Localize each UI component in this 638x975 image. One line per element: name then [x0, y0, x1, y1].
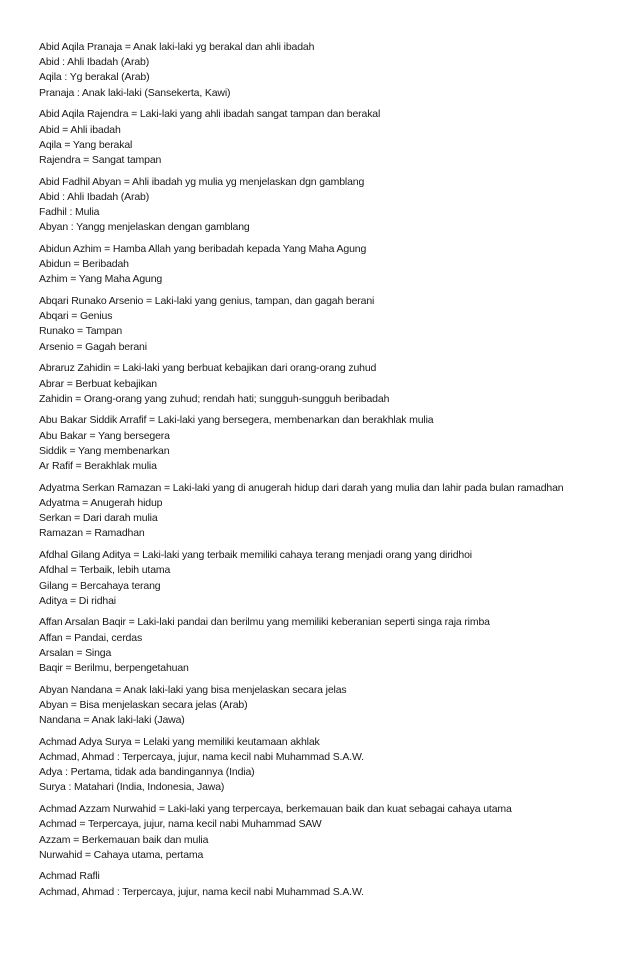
entry-heading-line: Abraruz Zahidin = Laki-laki yang berbuat kebajikan dari orang-orang zuhud — [39, 362, 377, 375]
entry-meaning-line: Azhim = Yang Maha Agung — [39, 273, 163, 286]
entry-meaning-line: Nandana = Anak laki-laki (Jawa) — [39, 714, 185, 727]
entry-meaning-line: Abyan : Yangg menjelaskan dengan gamblang — [39, 221, 250, 234]
entry-heading-line: Abid Aqila Rajendra = Laki-laki yang ahli ibadah sangat tampan dan berakal — [39, 108, 381, 121]
document-body — [39, 40, 631, 906]
entry-meaning-line: Abid = Ahli ibadah — [39, 123, 121, 136]
entry-meaning-line: Abidun = Beribadah — [39, 258, 129, 271]
entry-meaning-line: Pranaja : Anak laki-laki (Sansekerta, Kawi) — [39, 86, 231, 99]
name-entry — [39, 735, 631, 796]
entry-meaning-line: Achmad = Terpercaya, jujur, nama kecil nabi Muhammad SAW — [39, 818, 322, 831]
entry-meaning-line: Aqila = Yang berakal — [39, 138, 133, 151]
name-entry — [39, 869, 631, 899]
entry-meaning-line: Surya : Matahari (India, Indonesia, Jawa) — [39, 781, 225, 794]
name-entry — [39, 107, 631, 168]
entry-heading-line: Abyan Nandana = Anak laki-laki yang bisa menjelaskan secara jelas — [39, 683, 347, 696]
entry-meaning-line: Azzam = Berkemauan baik dan mulia — [39, 833, 209, 846]
entry-heading-line: Achmad Adya Surya = Lelaki yang memiliki keutamaan akhlak — [39, 735, 320, 748]
entry-meaning-line: Ar Rafif = Berakhlak mulia — [39, 460, 157, 473]
entry-heading-line: Affan Arsalan Baqir = Laki-laki pandai dan berilmu yang memiliki keberanian seperti singa raja rimba — [39, 616, 490, 629]
entry-heading-line: Adyatma Serkan Ramazan = Laki-laki yang di anugerah hidup dari darah yang mulia dan lahir pada bulan ramadhan — [39, 481, 564, 494]
name-entry — [39, 802, 631, 863]
entry-heading-line: Achmad Rafli — [39, 870, 100, 883]
entry-meaning-line: Arsenio = Gagah berani — [39, 340, 147, 353]
entry-meaning-line: Fadhil : Mulia — [39, 206, 100, 219]
entry-meaning-line: Abyan = Bisa menjelaskan secara jelas (Arab) — [39, 698, 248, 711]
name-entry — [39, 294, 631, 355]
entry-heading-line: Achmad Azzam Nurwahid = Laki-laki yang terpercaya, berkemauan baik dan kuat sebagai cahaya utama — [39, 803, 512, 816]
entry-meaning-line: Zahidin = Orang-orang yang zuhud; rendah hati; sungguh-sungguh beribadah — [39, 392, 390, 405]
entry-meaning-line: Ramazan = Ramadhan — [39, 527, 145, 540]
entry-meaning-line: Affan = Pandai, cerdas — [39, 631, 143, 644]
entry-meaning-line: Arsalan = Singa — [39, 646, 112, 659]
name-entry — [39, 548, 631, 609]
entry-heading-line: Abu Bakar Siddik Arrafif = Laki-laki yang bersegera, membenarkan dan berakhlak mulia — [39, 414, 434, 427]
entry-meaning-line: Aditya = Di ridhai — [39, 594, 116, 607]
entry-meaning-line: Runako = Tampan — [39, 325, 123, 338]
name-entry — [39, 481, 631, 542]
entry-heading-line: Afdhal Gilang Aditya = Laki-laki yang terbaik memiliki cahaya terang menjadi orang yang diridhoi — [39, 549, 472, 562]
entry-meaning-line: Adyatma = Anugerah hidup — [39, 496, 163, 509]
entry-meaning-line: Abid : Ahli Ibadah (Arab) — [39, 190, 150, 203]
entry-meaning-line: Afdhal = Terbaik, lebih utama — [39, 564, 171, 577]
name-entry — [39, 615, 631, 676]
entry-meaning-line: Adya : Pertama, tidak ada bandingannya (India) — [39, 766, 255, 779]
entry-meaning-line: Gilang = Bercahaya terang — [39, 579, 161, 592]
name-entry — [39, 40, 631, 101]
entry-meaning-line: Abu Bakar = Yang bersegera — [39, 429, 170, 442]
entry-meaning-line: Achmad, Ahmad : Terpercaya, jujur, nama kecil nabi Muhammad S.A.W. — [39, 885, 364, 898]
name-entry — [39, 361, 631, 407]
entry-meaning-line: Siddik = Yang membenarkan — [39, 444, 170, 457]
entry-meaning-line: Nurwahid = Cahaya utama, pertama — [39, 848, 204, 861]
entry-meaning-line: Achmad, Ahmad : Terpercaya, jujur, nama kecil nabi Muhammad S.A.W. — [39, 751, 364, 764]
entry-meaning-line: Rajendra = Sangat tampan — [39, 153, 162, 166]
entry-meaning-line: Abid : Ahli Ibadah (Arab) — [39, 56, 150, 69]
entry-heading-line: Abid Aqila Pranaja = Anak laki-laki yg berakal dan ahli ibadah — [39, 41, 315, 53]
entry-meaning-line: Aqila : Yg berakal (Arab) — [39, 71, 150, 84]
name-entry — [39, 175, 631, 236]
entry-heading-line: Abid Fadhil Abyan = Ahli ibadah yg mulia yg menjelaskan dgn gamblang — [39, 175, 365, 188]
entry-heading-line: Abidun Azhim = Hamba Allah yang beribadah kepada Yang Maha Agung — [39, 242, 367, 255]
entry-heading-line: Abqari Runako Arsenio = Laki-laki yang genius, tampan, dan gagah berani — [39, 295, 375, 308]
entry-meaning-line: Serkan = Dari darah mulia — [39, 512, 158, 525]
entry-meaning-line: Abqari = Genius — [39, 310, 113, 323]
name-entry — [39, 413, 631, 474]
entry-meaning-line: Abrar = Berbuat kebajikan — [39, 377, 157, 390]
entry-meaning-line: Baqir = Berilmu, berpengetahuan — [39, 662, 189, 675]
name-entry — [39, 683, 631, 729]
name-entry — [39, 242, 631, 288]
